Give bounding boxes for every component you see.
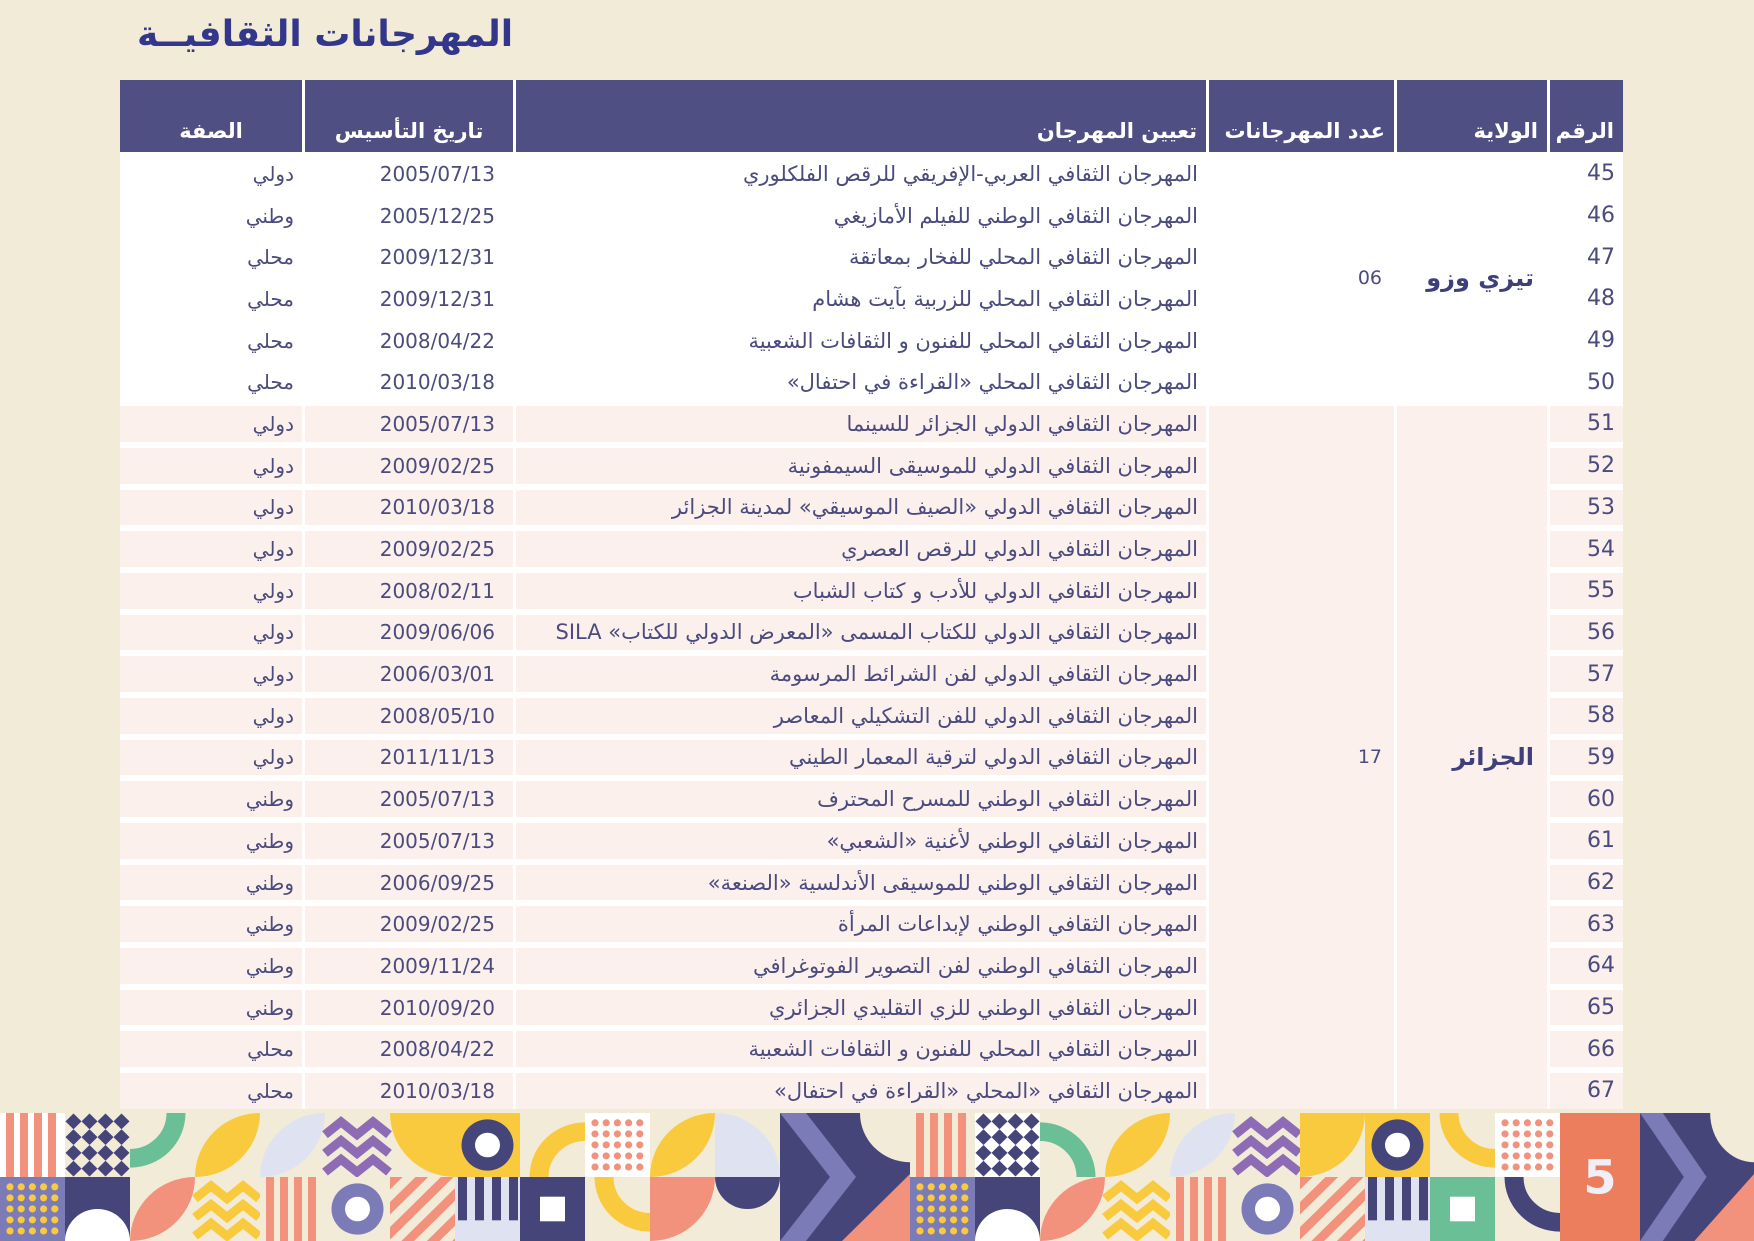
row-number-cell: 64 [1550,948,1623,984]
founding-date-cell: 2008/05/10 [305,698,513,734]
row-number-cell: 63 [1550,906,1623,942]
row-number-cell: 46 [1587,203,1615,229]
footer-pattern [0,1113,1754,1241]
festival-name-cell: المهرجان الثقافي الدولي لترقية المعمار الطيني [516,740,1206,776]
header-count: عدد المهرجانات [1209,80,1394,152]
row-number-cell: 59 [1550,740,1623,776]
founding-date-cell: 2010/03/18 [379,370,495,395]
founding-date-cell: 2009/02/25 [305,531,513,567]
wilaya-group [120,406,1623,1109]
row-number-cell: 49 [1587,328,1615,354]
festival-name-cell: المهرجان الثقافي الوطني لفن التصوير الفوتوغرافي [516,948,1206,984]
festival-name-cell: المهرجان الثقافي الدولي لفن الشرائط المرسومة [516,656,1206,692]
row-number-cell: 56 [1550,615,1623,651]
founding-date-cell: 2008/04/22 [305,1031,513,1067]
type-cell: محلي [247,245,294,270]
festival-name-cell: المهرجان الثقافي المحلي للفخار بمعاتقة [849,245,1198,270]
type-cell: وطني [120,948,302,984]
festival-name-cell: المهرجان الثقافي الدولي للموسيقى السيمفونية [516,448,1206,484]
row-number-cell: 47 [1587,244,1615,270]
row-number-cell: 55 [1550,573,1623,609]
festival-name-cell: المهرجان الثقافي المحلي للفنون و الثقافات الشعبية [516,1031,1206,1067]
type-cell: دولي [120,656,302,692]
festival-name-cell: المهرجان الثقافي الوطني للمسرح المحترف [516,781,1206,817]
festival-name-cell: المهرجان الثقافي الدولي للكتاب المسمى «المعرض الدولي للكتاب» SILA [516,615,1206,651]
festival-count-cell: 06 [1357,267,1382,290]
founding-date-cell: 2008/04/22 [379,328,495,353]
type-cell: دولي [120,490,302,526]
type-cell: وطني [120,990,302,1026]
type-cell: محلي [120,1031,302,1067]
row-number-cell: 48 [1587,286,1615,312]
type-cell: وطني [120,865,302,901]
type-cell: محلي [120,1073,302,1109]
page-title: المهرجانات الثقافيــة [137,14,514,55]
row-number-cell: 53 [1550,490,1623,526]
header-wilaya: الولاية [1397,80,1547,152]
header-number: الرقم [1550,80,1623,152]
header-festival-name: تعيين المهرجان [516,80,1206,152]
festival-name-cell: المهرجان الثقافي العربي-الإفريقي للرقص الفلكلوري [742,161,1198,186]
row-number-cell: 60 [1550,781,1623,817]
festival-name-cell: المهرجان الثقافي الوطني لإبداعات المرأة [516,906,1206,942]
header-date: تاريخ التأسيس [305,80,513,152]
row-number-cell: 66 [1550,1031,1623,1067]
festival-name-cell: المهرجان الثقافي الدولي الجزائر للسينما [516,406,1206,442]
founding-date-cell: 2006/03/01 [305,656,513,692]
founding-date-cell: 2008/02/11 [305,573,513,609]
row-number-cell: 58 [1550,698,1623,734]
festival-name-cell: المهرجان الثقافي المحلي للفنون و الثقافات الشعبية [748,328,1198,353]
row-number-cell: 62 [1550,865,1623,901]
founding-date-cell: 2006/09/25 [305,865,513,901]
festival-name-cell: المهرجان الثقافي الدولي «الصيف الموسيقي» لمدينة الجزائر [516,490,1206,526]
table-body [120,156,1623,1109]
row-number-cell: 57 [1550,656,1623,692]
row-number-cell: 52 [1550,448,1623,484]
festival-name-cell: المهرجان الثقافي الوطني للموسيقى الأندلسية «الصنعة» [516,865,1206,901]
founding-date-cell: 2009/02/25 [305,906,513,942]
type-cell: دولي [120,448,302,484]
row-number-cell: 50 [1587,369,1615,395]
founding-date-cell: 2009/02/25 [305,448,513,484]
table-header [120,80,1623,152]
type-cell: دولي [252,161,294,186]
type-cell: محلي [247,370,294,395]
row-number-cell: 67 [1550,1073,1623,1109]
type-cell: وطني [120,906,302,942]
founding-date-cell: 2010/03/18 [305,490,513,526]
row-number-cell: 65 [1550,990,1623,1026]
row-number-cell: 54 [1550,531,1623,567]
festival-name-cell: المهرجان الثقافي «المحلي «القراءة في احتفال» [516,1073,1206,1109]
type-cell: وطني [120,781,302,817]
page-number: 5 [1583,1151,1617,1206]
wilaya-cell: تيزي وزو [1426,264,1534,293]
type-cell: دولي [120,740,302,776]
type-cell: محلي [247,328,294,353]
type-cell: دولي [120,698,302,734]
festivals-table [120,80,1623,1109]
founding-date-cell: 2011/11/13 [305,740,513,776]
row-number-cell: 61 [1550,823,1623,859]
row-number-cell: 45 [1587,161,1615,187]
founding-date-cell: 2009/11/24 [305,948,513,984]
festival-name-cell: المهرجان الثقافي الدولي للرقص العصري [516,531,1206,567]
founding-date-cell: 2009/06/06 [305,615,513,651]
festival-name-cell: المهرجان الثقافي المحلي للزربية بآيت هشام [812,286,1198,311]
type-cell: دولي [120,406,302,442]
founding-date-cell: 2005/12/25 [379,203,495,228]
founding-date-cell: 2005/07/13 [305,406,513,442]
festival-name-cell: المهرجان الثقافي الوطني للزي التقليدي الجزائري [516,990,1206,1026]
header-type: الصفة [120,80,302,152]
type-cell: دولي [120,573,302,609]
type-cell: دولي [120,531,302,567]
type-cell: وطني [120,823,302,859]
festival-name-cell: المهرجان الثقافي الدولي للفن التشكيلي المعاصر [516,698,1206,734]
festival-name-cell: المهرجان الثقافي الوطني للفيلم الأمازيغي [833,203,1198,228]
wilaya-group [120,156,1623,400]
founding-date-cell: 2009/12/31 [379,286,495,311]
festival-name-cell: المهرجان الثقافي الوطني لأغنية «الشعبي» [516,823,1206,859]
festival-count-cell: 17 [1209,406,1394,1109]
row-number-cell: 51 [1550,406,1623,442]
founding-date-cell: 2010/09/20 [305,990,513,1026]
page-number-tile [1560,1113,1640,1241]
type-cell: محلي [247,286,294,311]
founding-date-cell: 2009/12/31 [379,245,495,270]
type-cell: وطني [245,203,294,228]
founding-date-cell: 2010/03/18 [305,1073,513,1109]
festival-name-cell: المهرجان الثقافي الدولي للأدب و كتاب الشباب [516,573,1206,609]
wilaya-cell: الجزائر [1397,406,1547,1109]
festival-name-cell: المهرجان الثقافي المحلي «القراءة في احتفال» [786,370,1198,395]
founding-date-cell: 2005/07/13 [305,823,513,859]
type-cell: دولي [120,615,302,651]
founding-date-cell: 2005/07/13 [305,781,513,817]
founding-date-cell: 2005/07/13 [379,161,495,186]
